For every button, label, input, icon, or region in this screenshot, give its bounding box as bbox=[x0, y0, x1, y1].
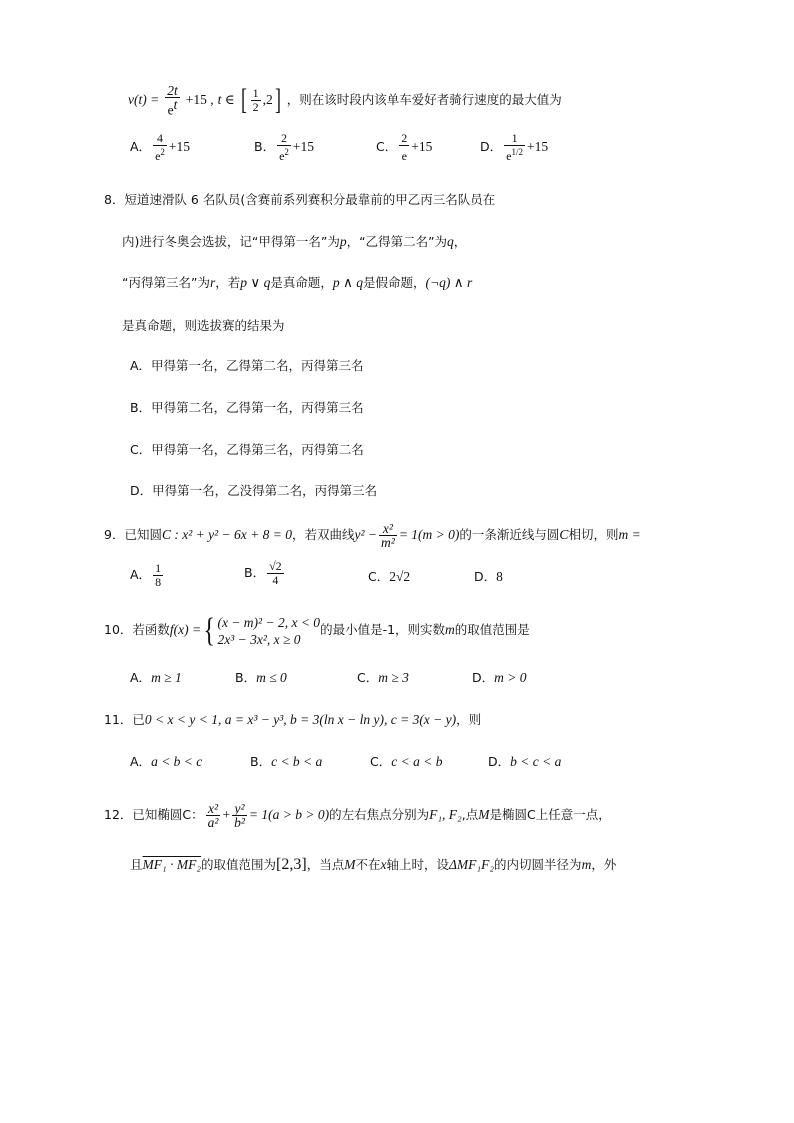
q8-p: p bbox=[339, 234, 347, 249]
q7-fraction: $\frac{2t}{e^t}$ bbox=[167, 83, 178, 118]
q8-p-and-q: p ∧ q bbox=[332, 275, 364, 290]
q11-option-c: C．c < a < b bbox=[370, 754, 443, 769]
q7-interval-half: $\frac{1}{2}$ bbox=[252, 85, 259, 114]
q12-frac-x: $\frac{\text{x²}}{\text{a²}}$ bbox=[207, 801, 219, 830]
q8-line3: “丙得第三名”为r，若p ∨ q是真命题，p ∧ q是假命题，(¬q) ∧ r bbox=[122, 275, 473, 290]
q12-frac-y: $\frac{\text{y²}}{\text{b²}}$ bbox=[234, 801, 245, 830]
q12-line1: 12．已知椭圆C： $\frac{\text{x²}}{\text{a²}}$ + $\frac{\text{y²}}{\text{b²}}$ = 1(a > b > 0)的左右焦点分别为F₁, F₂,点M是椭圆C上任意一点， bbox=[104, 801, 611, 830]
q9-stem: 9．已知圆C : x² + y² − 6x + 8 = 0，若双曲线y² − $\frac{\text{x²}}{\text{m²}}$ = 1(m > 0)的一条渐近线与圆C相切，则m = bbox=[104, 521, 641, 550]
q10-option-b: B．m ≤ 0 bbox=[235, 670, 287, 685]
q10-pieces: (x − m)² − 2, x < 0 2x³ − 3x², x ≥ 0 bbox=[217, 614, 321, 647]
q8-line1: 8．短道速滑队 6 名队员(含赛前系列赛积分最靠前的甲乙丙三名队员在 bbox=[104, 192, 496, 207]
q8-r: r bbox=[209, 275, 216, 290]
q7-formula-lhs: v(t) = bbox=[128, 91, 160, 107]
q8-option-a: A．甲得第一名，乙得第二名，丙得第三名 bbox=[130, 358, 364, 373]
q8-option-b: B．甲得第二名，乙得第一名，丙得第三名 bbox=[130, 400, 364, 415]
q11-expr: 0 < x < y < 1, a = x³ − y³, b = 3(ln x − ln y), c = 3(x − y) bbox=[144, 712, 457, 727]
q7-option-a: A． $\frac{4}{e^2}$ +15 bbox=[130, 131, 191, 163]
q9-option-b: B． $\frac{√2}{4}$ bbox=[244, 559, 282, 587]
q10-option-c: C．m ≥ 3 bbox=[357, 670, 409, 685]
q8-option-d: D．甲得第一名，乙没得第二名，丙得第三名 bbox=[130, 483, 378, 498]
q12-vectors: MF₁ · MF₂ bbox=[142, 857, 202, 872]
q7-domain: t ∈ bbox=[217, 91, 235, 107]
q12-line2: 且MF₁ · MF₂的取值范围为[2,3]，当点M不在x轴上时，设ΔMF₁F₂的内切圆半径为m，外 bbox=[130, 856, 617, 873]
q8-option-c: C．甲得第一名，乙得第三名，丙得第二名 bbox=[130, 442, 364, 457]
q7-left-bracket: [ bbox=[240, 83, 247, 117]
q7-right-bracket: ] bbox=[274, 83, 281, 117]
q7-text: ，则在该时段内该单车爱好者骑行速度的最大值为 bbox=[286, 91, 562, 107]
q9-hyperbola-a: y² − bbox=[354, 527, 378, 542]
q7-plus: +15 , bbox=[185, 91, 214, 107]
q10-option-d: D．m > 0 bbox=[472, 670, 527, 685]
q9-option-a: A． $\frac{1}{8}$ bbox=[130, 561, 162, 589]
q11-option-d: D．b < c < a bbox=[488, 754, 562, 769]
q11-option-b: B．c < b < a bbox=[250, 754, 323, 769]
q9-hyperbola-frac: $\frac{\text{x²}}{\text{m²}}$ bbox=[381, 521, 395, 550]
q7-formula-line: v(t) = $\frac{2t}{e^t}$ +15 , t ∈ [ $\frac{1}{2}$ ,2] ，则在该时段内该单车爱好者骑行速度的最大值为 bbox=[128, 83, 562, 118]
q10-brace: { bbox=[203, 611, 216, 649]
q12-triangle: ΔMF₁F₂ bbox=[448, 857, 495, 872]
q11-option-a: A．a < b < c bbox=[130, 754, 203, 769]
q10-fx: f(x) = bbox=[169, 622, 202, 637]
q9-option-d: D．8 bbox=[474, 569, 503, 584]
q10-option-a: A．m ≥ 1 bbox=[130, 670, 182, 685]
q7-option-b: B． $\frac{2}{e^2}$ +15 bbox=[254, 131, 315, 163]
q11-stem: 11．已0 < x < y < 1, a = x³ − y³, b = 3(ln x − ln y), c = 3(x − y)，则 bbox=[104, 712, 482, 727]
q7-option-d: D． $\frac{1}{e^{1/2}}$ +15 bbox=[480, 131, 549, 163]
q8-line4: 是真命题，则选拔赛的结果为 bbox=[122, 318, 285, 333]
q7-option-c: C． $\frac{2}{e}$ +15 bbox=[376, 131, 433, 163]
q9-hyperbola-b: = 1(m > 0) bbox=[398, 527, 460, 542]
q10-stem: 10．若函数f(x) ={ (x − m)² − 2, x < 0 2x³ − 3x², x ≥ 0 的最小值是-1，则实数m的取值范围是 bbox=[104, 611, 530, 649]
q9-circle: C : x² + y² − 6x + 8 = 0 bbox=[161, 527, 292, 542]
q8-notq-and-r: (¬q) ∧ r bbox=[425, 275, 473, 290]
q8-p-or-q: p ∨ q bbox=[240, 275, 271, 290]
q9-option-c: C．2√2 bbox=[368, 569, 411, 584]
q12-range: [2,3] bbox=[276, 856, 307, 873]
q8-q: q bbox=[447, 234, 454, 249]
q8-line2: 内)进行冬奥会选拔，记“甲得第一名”为p，“乙得第二名”为q， bbox=[122, 234, 467, 249]
